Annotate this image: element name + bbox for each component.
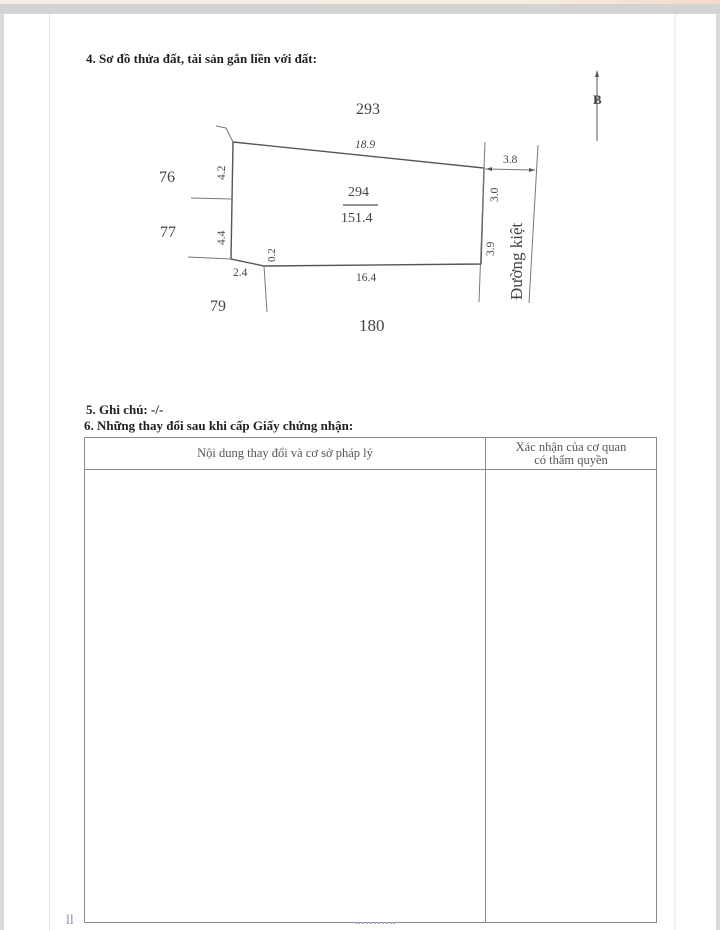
edge-length-bottom-short: 0.2 [266,248,278,262]
road-width-dimension [485,169,535,170]
section-4-title: 4. Sơ đồ thửa đất, tài sản gắn liền với đất: [86,51,317,66]
column-header-content: Nội dung thay đổi và cơ sở pháp lý [85,438,486,470]
road-name-label: Đường kiệt [507,222,526,300]
stamp-trace [355,922,395,928]
section-5-note: 5. Ghi chú: -/- [86,402,164,417]
boundary-line [191,198,232,199]
edge-length-left-upper: 4.2 [216,165,228,180]
road-width-label: 3.8 [503,154,518,166]
boundary-line [216,126,233,142]
edge-length-top: 18.9 [355,139,376,151]
edge-length-right-lower: 3.9 [485,241,497,256]
neighbor-parcel-top: 293 [356,101,380,118]
parcel-294-outline [231,142,484,266]
land-parcel-diagram [0,0,720,360]
handwritten-mark: ll [66,913,74,928]
neighbor-parcel-left-middle: 77 [160,224,176,241]
table-cell-confirmation [486,470,657,923]
table-cell-content [85,470,486,923]
column-header-confirmation: Xác nhận của cơ quan có thẩm quyền [486,438,657,470]
changes-table [84,437,657,923]
table-header-row [85,438,657,470]
boundary-line [188,257,231,259]
road-edge-line [479,142,485,302]
neighbor-parcel-bottom: 180 [359,316,385,335]
edge-length-bottom-diag: 2.4 [233,267,248,279]
table-row [85,470,657,923]
parcel-number: 294 [348,185,369,200]
neighbor-parcel-left-upper: 76 [159,169,175,186]
north-label: B [593,92,602,107]
parcel-area: 151.4 [341,211,373,226]
section-6-title: 6. Những thay đổi sau khi cấp Giấy chứng nhận: [84,418,354,433]
neighbor-parcel-left-lower: 79 [210,298,226,315]
boundary-line [264,266,267,312]
edge-length-bottom: 16.4 [356,272,377,284]
edge-length-left-lower: 4.4 [216,230,228,245]
edge-length-right-upper: 3.0 [489,187,501,202]
